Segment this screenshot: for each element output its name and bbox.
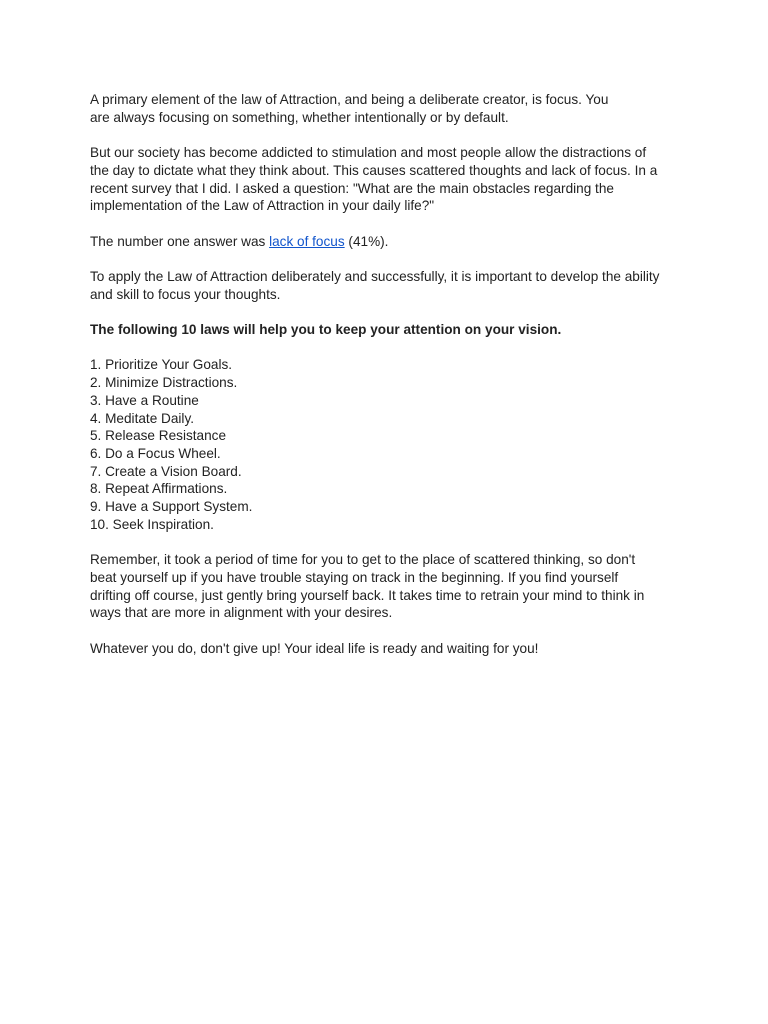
paragraph-remember	[90, 551, 690, 622]
law-item: 4. Meditate Daily.	[90, 410, 195, 426]
paragraph-line: beat yourself up if you have trouble staying on track in the beginning. If you find yourself	[90, 569, 619, 585]
paragraph-line: the day to dictate what they think about. This causes scattered thoughts and lack of focus. In a	[90, 162, 658, 178]
law-item: 3. Have a Routine	[90, 392, 199, 408]
paragraph-line: and skill to focus your thoughts.	[90, 286, 281, 302]
paragraph-society	[90, 144, 690, 215]
law-item: 10. Seek Inspiration.	[90, 516, 214, 532]
document-body	[90, 91, 690, 675]
paragraph-intro	[90, 91, 690, 126]
paragraph-line: ways that are more in alignment with your desires.	[90, 605, 393, 621]
paragraph-line: drifting off course, just gently bring yourself back. It takes time to retrain your mind to think in	[90, 587, 645, 603]
law-item: 9. Have a Support System.	[90, 499, 253, 515]
laws-list	[90, 356, 690, 533]
paragraph-closing: Whatever you do, don't give up! Your ideal life is ready and waiting for you!	[90, 640, 539, 656]
answer-prefix: The number one answer was	[90, 233, 270, 249]
law-item: 8. Repeat Affirmations.	[90, 481, 228, 497]
paragraph-line: Remember, it took a period of time for you to get to the place of scattered thinking, so don't	[90, 552, 636, 568]
lack-of-focus-link[interactable]: lack of focus	[269, 233, 345, 249]
paragraph-line: To apply the Law of Attraction deliberately and successfully, it is important to develop the ability	[90, 268, 660, 284]
paragraph-line: implementation of the Law of Attraction in your daily life?"	[90, 198, 435, 214]
answer-suffix: (41%).	[344, 233, 389, 249]
paragraph-line: are always focusing on something, whether intentionally or by default.	[90, 109, 509, 125]
paragraph-answer	[90, 233, 690, 251]
paragraph-apply	[90, 268, 690, 303]
paragraph-line: recent survey that I did. I asked a question: "What are the main obstacles regarding the	[90, 180, 614, 196]
law-item: 2. Minimize Distractions.	[90, 375, 238, 391]
law-item: 1. Prioritize Your Goals.	[90, 357, 233, 373]
law-item: 6. Do a Focus Wheel.	[90, 445, 221, 461]
paragraph-line: A primary element of the law of Attraction, and being a deliberate creator, is focus. You	[90, 92, 609, 107]
law-item: 5. Release Resistance	[90, 428, 227, 444]
paragraph-line: But our society has become addicted to stimulation and most people allow the distractions of	[90, 145, 647, 161]
law-item: 7. Create a Vision Board.	[90, 463, 242, 479]
laws-heading: The following 10 laws will help you to keep your attention on your vision.	[90, 322, 562, 338]
